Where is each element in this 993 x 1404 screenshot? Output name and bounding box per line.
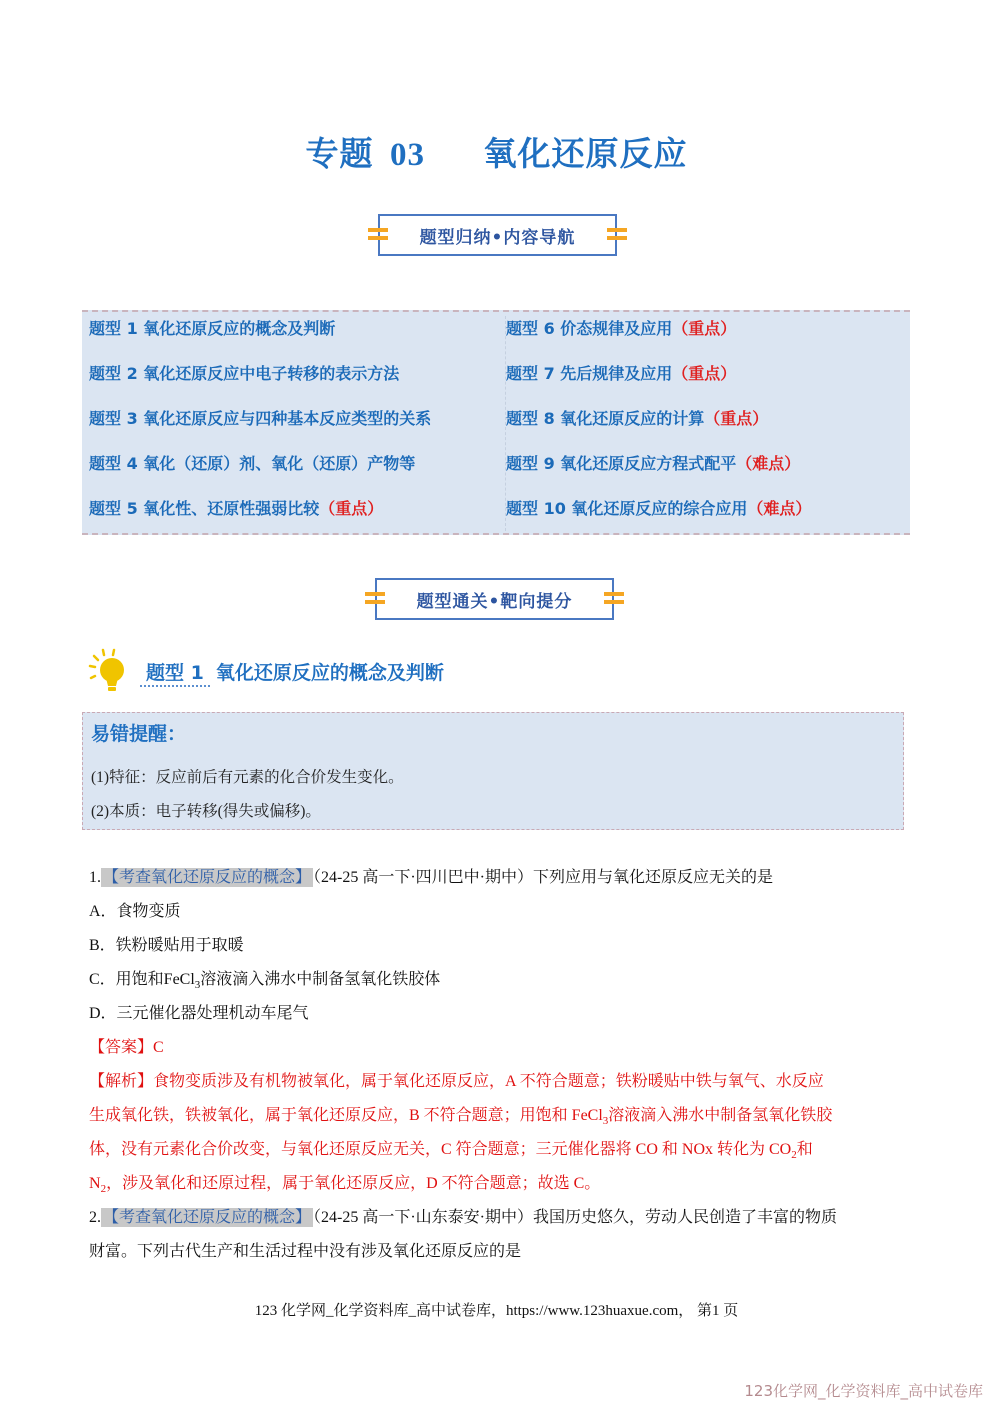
reminder-line-2: (2)本质：电子转移(得失或偏移)。: [91, 803, 321, 820]
question-tag: 【考查氧化还原反应的概念】: [103, 1209, 312, 1226]
nav-item-2[interactable]: 题型 2 氧化还原反应中电子转移的表示方法: [89, 364, 400, 383]
document-title: [0, 128, 993, 175]
title-number: 03: [390, 137, 425, 173]
nav-item-4[interactable]: 题型 4 氧化（还原）剂、氧化（还原）产物等: [89, 454, 416, 473]
page-footer: 123 化学网_化学资料库_高中试卷库，https://www.123huaxue.com， 第1 页: [254, 1303, 739, 1319]
answer: 【答案】C: [89, 1039, 164, 1056]
nav-item-1[interactable]: 题型 1 氧化还原反应的概念及判断: [89, 319, 336, 338]
decor-bars-icon: [368, 228, 388, 242]
option-c: C．用饱和FeCl$_3$溶液滴入沸水中制备氢氧化铁胶体: [89, 971, 441, 992]
nav-item-9[interactable]: 题型 9 氧化还原反应方程式配平（难点）: [506, 454, 801, 473]
question-2-stem: 2. 【考查氧化还原反应的概念】 （24-25 高一下·山东泰安·期中）我国历史悠久，劳动人民创造了丰富的物质: [89, 1209, 838, 1226]
analysis-line-2: 生成氧化铁，铁被氧化，属于氧化还原反应，B 不符合题意；用饱和 FeCl$_3$溶液滴入沸水中制备氢氧化铁胶: [89, 1107, 833, 1128]
banner-content-nav: [378, 214, 617, 256]
analysis-line-3: 体，没有元素化合价改变，与氧化还原反应无关，C 符合题意；三元催化器将 CO 和 NOx 转化为 $CO_2$和: [89, 1141, 813, 1162]
option-b: B．铁粉暖贴用于取暖: [89, 937, 244, 954]
analysis-line-4: $N_2$，涉及氧化和还原过程，属于氧化还原反应，D 不符合题意；故选 C。: [89, 1175, 601, 1196]
option-a: A．食物变质: [89, 903, 181, 920]
nav-item-3[interactable]: 题型 3 氧化还原反应与四种基本反应类型的关系: [89, 409, 432, 428]
question-2-stem-cont: 财富。下列古代生产和生活过程中没有涉及氧化还原反应的是: [89, 1243, 522, 1260]
nav-column-left: [89, 316, 431, 541]
reminder-line-1: (1)特征：反应前后有元素的化合价发生变化。: [91, 769, 404, 786]
reminder-title: 易错提醒：: [91, 723, 187, 745]
topic-navigation: [82, 310, 910, 535]
question-tag: 【考查氧化还原反应的概念】: [103, 869, 312, 886]
decor-bars-icon: [607, 228, 627, 242]
nav-column-right: [505, 316, 811, 531]
nav-item-10[interactable]: 题型 10 氧化还原反应的综合应用（难点）: [506, 499, 812, 518]
banner-label: 题型通关•靶向提分: [416, 591, 573, 612]
topic-heading: [88, 646, 444, 696]
banner-practice: [375, 578, 614, 620]
analysis-line-1: 【解析】食物变质涉及有机物被氧化，属于氧化还原反应，A 不符合题意；铁粉暖贴中铁与氧气、水反应: [89, 1073, 824, 1090]
option-d: D．三元催化器处理机动车尾气: [89, 1005, 309, 1022]
nav-item-7[interactable]: 题型 7 先后规律及应用（重点）: [506, 364, 737, 383]
nav-item-5[interactable]: 题型 5 氧化性、还原性强弱比较（重点）: [89, 499, 384, 518]
topic-title: 题型 1 氧化还原反应的概念及判断: [140, 658, 444, 685]
title-main: 氧化还原反应: [483, 134, 688, 173]
decor-bars-icon: [604, 592, 624, 606]
question-1-stem: 1. 【考查氧化还原反应的概念】 （24-25 高一下·四川巴中·期中）下列应用与氧化还原反应无关的是: [89, 869, 774, 886]
decor-bars-icon: [365, 592, 385, 606]
banner-label: 题型归纳•内容导航: [419, 227, 576, 248]
title-prefix: 专题: [305, 134, 374, 173]
key-point-tag: （重点）: [319, 499, 384, 518]
common-mistake-reminder: [82, 712, 904, 830]
watermark: 123化学网_化学资料库_高中试卷库: [744, 1382, 983, 1400]
lightbulb-icon: [88, 648, 128, 694]
nav-item-6[interactable]: 题型 6 价态规律及应用（重点）: [506, 319, 737, 338]
nav-item-8[interactable]: 题型 8 氧化还原反应的计算（重点）: [506, 409, 769, 428]
